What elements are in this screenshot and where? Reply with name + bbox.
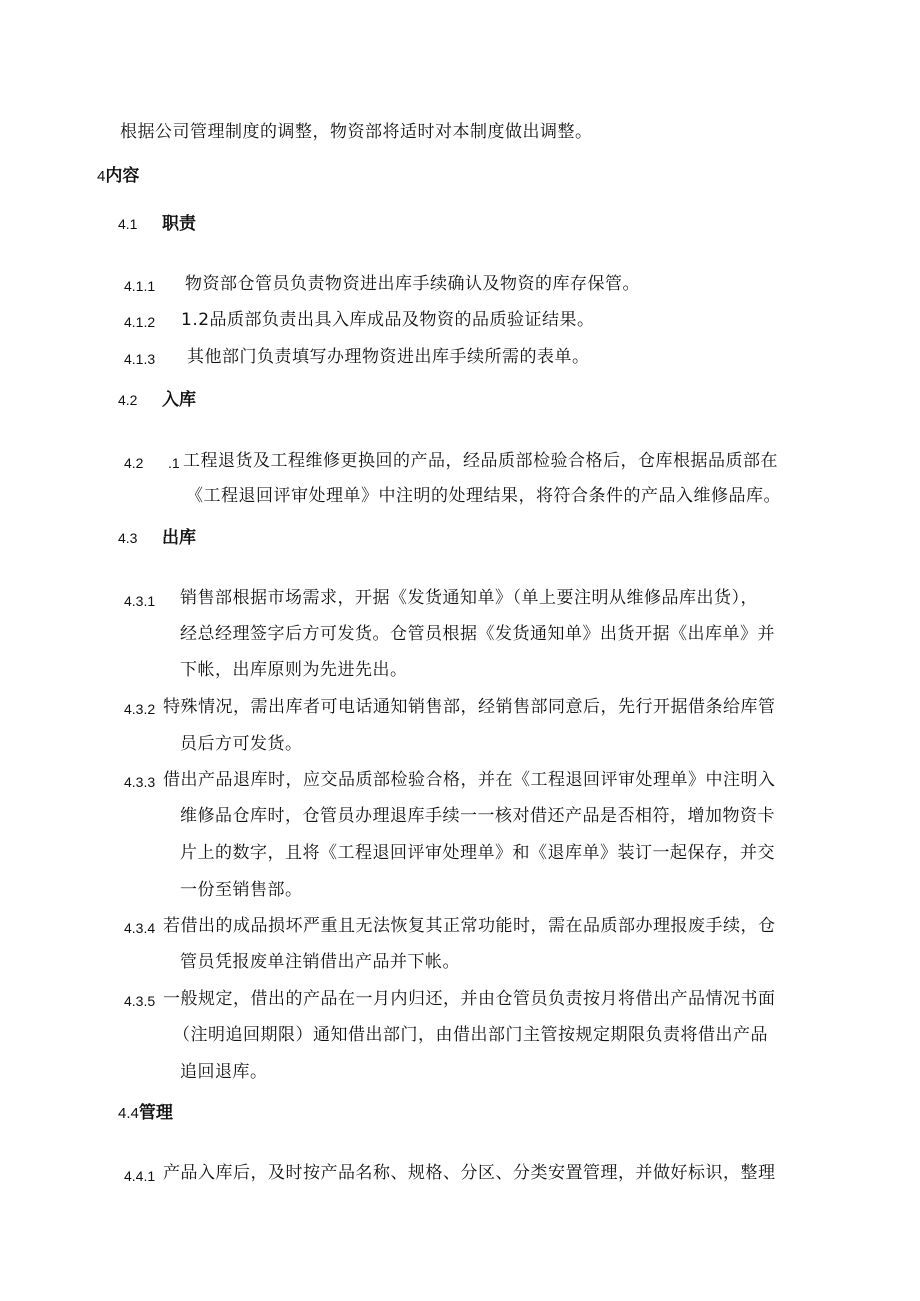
subsection-number: 4.4 [118, 1105, 139, 1122]
item-subnumber: .1 [168, 455, 180, 471]
subsection-heading [118, 389, 137, 411]
item-text: 销售部根据市场需求，开据《发货通知单》（单上要注明从维修品库出货）， [180, 588, 758, 608]
subsection-number: 4.3 [118, 530, 138, 546]
subsection-heading [118, 213, 137, 235]
subsection-heading [118, 1102, 173, 1125]
item-text: 特殊情况，需出库者可电话通知销售部，经销售部同意后，先行开据借条给库管 [163, 697, 776, 717]
item-number: 4.3.1 [124, 593, 156, 609]
item-text: 产品入库后，及时按产品名称、规格、分区、分类安置管理，并做好标识，整理 [163, 1163, 776, 1183]
item-number: 4.3.5 [124, 993, 156, 1009]
item-text: 一份至销售部。 [180, 880, 303, 900]
item-text: 追回退库。 [180, 1062, 268, 1082]
subsection-heading [118, 527, 137, 549]
item-text: 物资部仓管员负责物资进出库手续确认及物资的库存保管。 [185, 274, 640, 294]
item-text: 片上的数字，且将《工程退回评审处理单》和《退库单》装订一起保存，并交 [180, 843, 775, 863]
item-text: 《工程退回评审处理单》中注明的处理结果，将符合条件的产品入维修品库。 [186, 486, 781, 506]
item-number: 4.2 [124, 455, 144, 471]
section-title: 内容 [105, 166, 140, 186]
section-heading [97, 165, 139, 188]
subsection-title: 管理 [138, 1103, 173, 1123]
subsection-number: 4.1 [118, 216, 138, 232]
subsection-number: 4.2 [118, 392, 138, 408]
intro-paragraph: 根据公司管理制度的调整，物资部将适时对本制度做出调整。 [120, 122, 593, 142]
item-text: 员后方可发货。 [180, 734, 303, 754]
item-text: （注明追回期限）通知借出部门，由借出部门主管按规定期限负责将借出产品 [173, 1025, 768, 1045]
item-text: 若借出的成品损坏严重且无法恢复其正常功能时，需在品质部办理报废手续，仓 [163, 916, 776, 936]
item-number: 4.4.1 [124, 1168, 156, 1184]
item-number: 4.1.1 [124, 278, 156, 294]
item-number: 4.3.3 [124, 774, 156, 790]
subsection-title: 职责 [162, 214, 196, 234]
subsection-title: 入库 [162, 390, 196, 410]
subsection-title: 出库 [162, 528, 196, 548]
item-text: 下帐，出库原则为先进先出。 [180, 660, 408, 680]
item-text: 1.2品质部负责出具入库成品及物资的品质验证结果。 [181, 310, 595, 330]
item-number: 4.3.2 [124, 701, 156, 717]
item-text: 管员凭报废单注销借出产品并下帐。 [180, 952, 460, 972]
item-number: 4.3.4 [124, 920, 156, 936]
item-text: 经总经理签字后方可发货。仓管员根据《发货通知单》出货开据《出库单》并 [180, 624, 775, 644]
item-text: 借出产品退库时，应交品质部检验合格，并在《工程退回评审处理单》中注明入 [163, 770, 776, 790]
item-text: 工程退货及工程维修更换回的产品，经品质部检验合格后，仓库根据品质部在 [183, 451, 778, 471]
item-number: 4.1.3 [124, 351, 156, 367]
item-text: 其他部门负责填写办理物资进出库手续所需的表单。 [187, 347, 590, 367]
item-text: 一般规定，借出的产品在一月内归还，并由仓管员负责按月将借出产品情况书面 [163, 989, 776, 1009]
item-text: 维修品仓库时，仓管员办理退库手续一一核对借还产品是否相符，增加物资卡 [180, 806, 775, 826]
item-number: 4.1.2 [124, 314, 156, 330]
section-number: 4 [97, 168, 106, 185]
